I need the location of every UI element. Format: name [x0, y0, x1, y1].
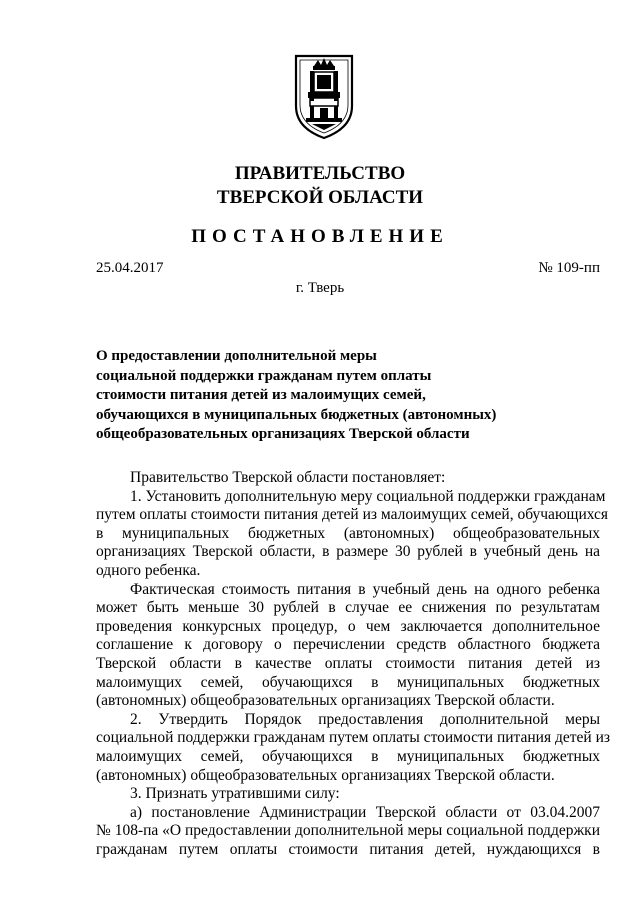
- document-number: № 109-пп: [538, 260, 600, 276]
- subject-line: общеобразовательных организациях Тверской области: [96, 426, 470, 443]
- body-line: может быть меньше 30 рублей в случае ее снижения по результатам: [96, 599, 600, 617]
- government-title-line2: ТВЕРСКОЙ ОБЛАСТИ: [216, 187, 424, 208]
- body-line: путем оплаты стоимости питания детей из малоимущих семей, обучающихся: [96, 506, 609, 524]
- body-line: Фактическая стоимость питания в учебный день на одного ребенка: [130, 580, 600, 598]
- body-line: проведения конкурсных процедур, о чем заключается дополнительное: [96, 617, 600, 635]
- subject-line: социальной поддержки гражданам путем оплаты: [96, 367, 432, 384]
- document-body: [96, 469, 610, 859]
- body-line: 1. Установить дополнительную меру социальной поддержки гражданам: [130, 487, 606, 505]
- coat-of-arms-emblem: [292, 52, 356, 142]
- body-line: гражданам путем оплаты стоимости питания детей, нуждающихся в: [96, 840, 600, 858]
- body-line: одного ребенка.: [96, 561, 201, 579]
- body-line: организациях Тверской области, в размере 30 рублей в учебный день на: [96, 543, 600, 561]
- body-line: а) постановление Администрации Тверской области от 03.04.2007: [130, 803, 600, 821]
- subject-line: О предоставлении дополнительной меры: [96, 348, 377, 364]
- document-city: г. Тверь: [295, 280, 345, 296]
- body-line: Правительство Тверской области постановляет:: [130, 469, 446, 486]
- body-line: (автономных) общеобразовательных организациях Тверской области.: [96, 692, 555, 710]
- body-line: № 108-па «О предоставлении дополнительной меры социальной поддержки: [96, 822, 600, 840]
- subject-line: стоимости питания детей из малоимущих семей,: [96, 387, 426, 404]
- body-line: социальной поддержки гражданам путем оплаты стоимости питания детей из: [96, 729, 610, 747]
- body-line: малоимущих семей, обучающихся в муниципальных бюджетных: [96, 747, 600, 765]
- body-line: в муниципальных бюджетных (автономных) общеобразовательных: [96, 524, 600, 542]
- body-line: (автономных) общеобразовательных организациях Тверской области.: [96, 766, 555, 784]
- body-line: 3. Признать утратившими силу:: [130, 785, 340, 803]
- body-line: Тверской области в качестве оплаты стоимости питания детей из: [96, 654, 600, 672]
- government-title-line1: ПРАВИТЕЛЬСТВО: [234, 163, 406, 184]
- body-line: соглашение к договору о перечислении средств областного бюджета: [96, 636, 600, 654]
- subject-line: обучающихся в муниципальных бюджетных (автономных): [96, 406, 497, 423]
- body-line: малоимущих семей, обучающихся в муниципальных бюджетных: [96, 673, 600, 691]
- document-type: ПОСТАНОВЛЕНИЕ: [191, 226, 449, 247]
- body-line: 2. Утвердить Порядок предоставления дополнительной меры: [130, 710, 600, 728]
- document-date: 25.04.2017: [96, 260, 164, 276]
- document-subject: [96, 347, 556, 445]
